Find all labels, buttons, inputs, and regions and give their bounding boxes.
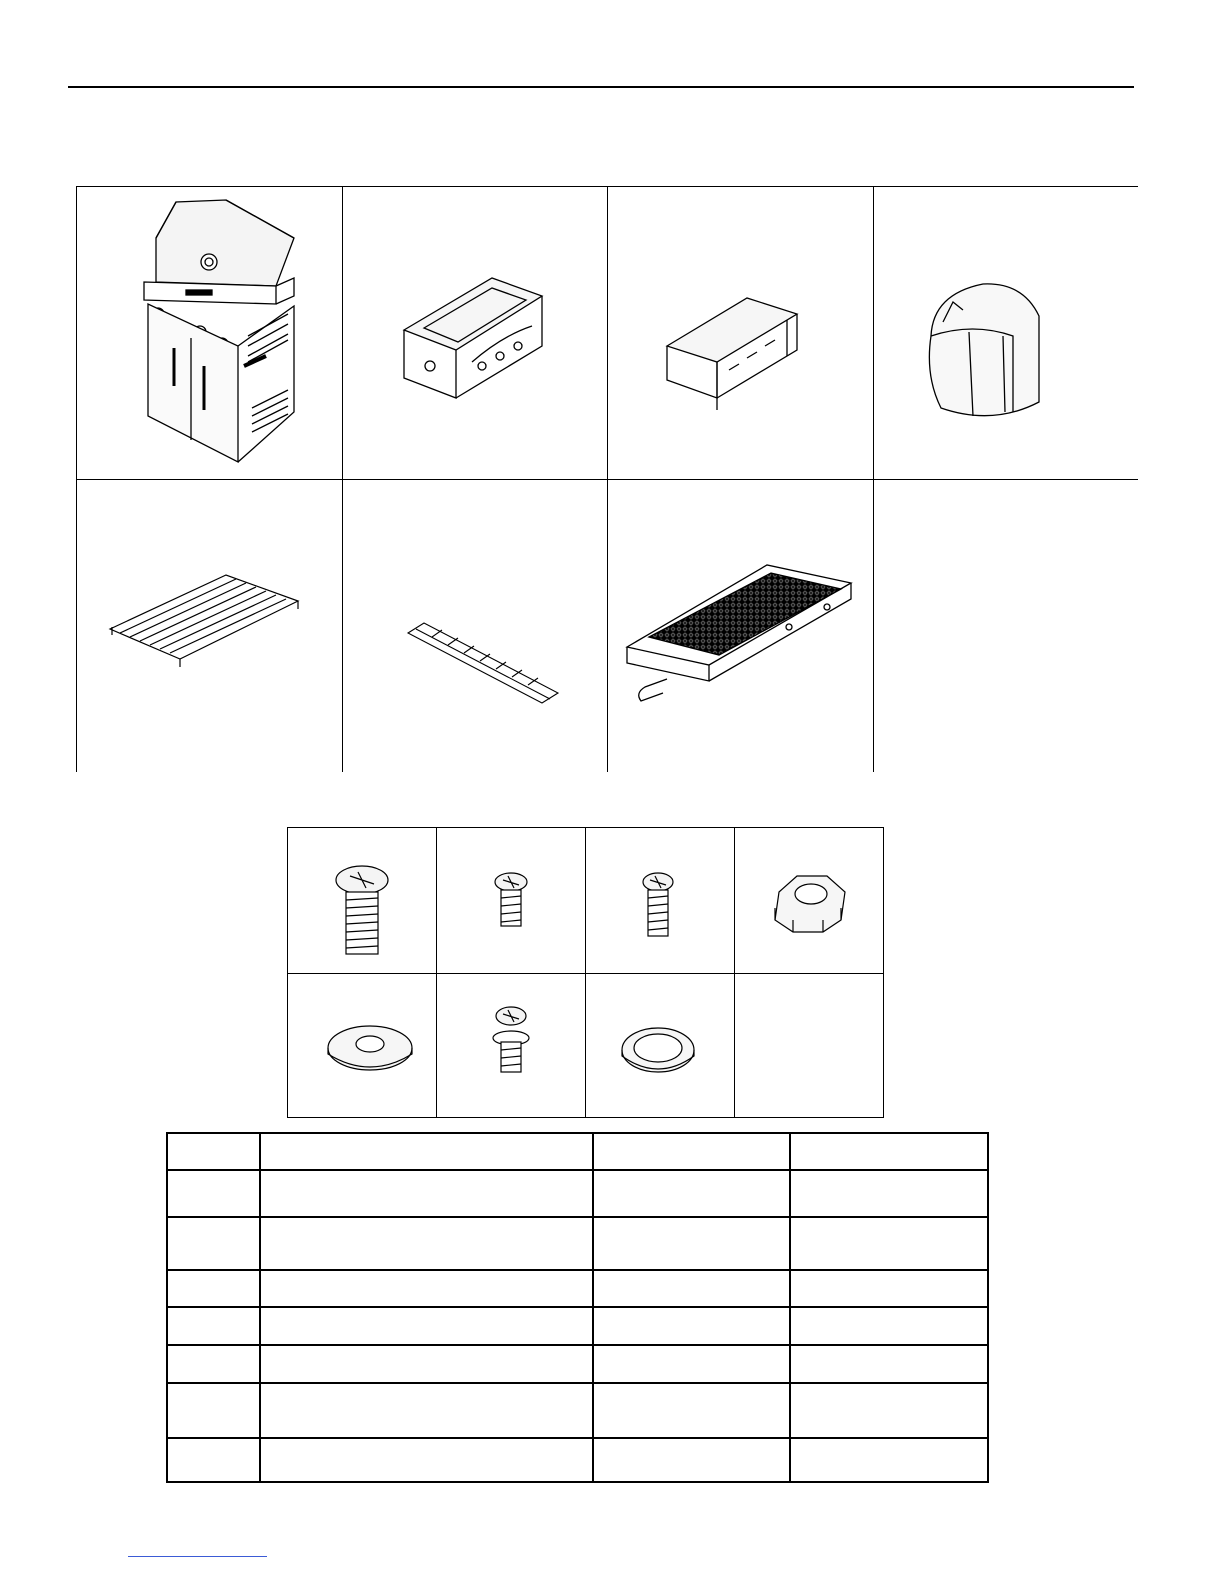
- table-cell: [260, 1170, 593, 1217]
- ring-washer-icon: [586, 974, 734, 1117]
- grill-cover-icon: [873, 186, 1138, 479]
- table-cell: [593, 1345, 790, 1383]
- table-row: [167, 1438, 988, 1482]
- parts-list-table: [166, 1132, 989, 1483]
- cooking-grate-icon: [76, 479, 342, 772]
- table-cell: [790, 1133, 988, 1170]
- table-cell: [260, 1307, 593, 1345]
- table-cell: [167, 1345, 260, 1383]
- table-cell: [593, 1383, 790, 1438]
- medium-screw-icon: [586, 828, 734, 973]
- table-cell: [260, 1383, 593, 1438]
- table-cell: [790, 1345, 988, 1383]
- small-screw-icon: [437, 828, 585, 973]
- table-row: [167, 1133, 988, 1170]
- table-cell: [260, 1270, 593, 1307]
- parts-illustration-grid: [76, 186, 1138, 772]
- table-cell: [790, 1217, 988, 1270]
- table-row: [167, 1170, 988, 1217]
- table-cell: [260, 1345, 593, 1383]
- table-cell: [790, 1307, 988, 1345]
- grill-cart-icon: [76, 186, 342, 479]
- table-cell: [593, 1438, 790, 1482]
- table-row: [167, 1383, 988, 1438]
- table-cell: [167, 1133, 260, 1170]
- table-cell: [260, 1438, 593, 1482]
- flat-washer-icon: [288, 974, 436, 1117]
- table-cell: [260, 1217, 593, 1270]
- table-cell: [593, 1217, 790, 1270]
- side-shelf-module-icon: [607, 186, 873, 479]
- header-rule: [68, 86, 1134, 88]
- hardware-illustration-grid: [287, 827, 884, 1118]
- table-cell: [260, 1133, 593, 1170]
- footer-link-underline[interactable]: [128, 1556, 267, 1557]
- table-cell: [167, 1217, 260, 1270]
- table-cell: [790, 1383, 988, 1438]
- table-row: [167, 1217, 988, 1270]
- table-row: [167, 1345, 988, 1383]
- empty-cell: [735, 974, 883, 1117]
- table-row: [167, 1307, 988, 1345]
- table-cell: [167, 1383, 260, 1438]
- table-cell: [167, 1270, 260, 1307]
- table-cell: [593, 1270, 790, 1307]
- empty-cell: [873, 479, 1138, 772]
- screw-with-washer-icon: [437, 974, 585, 1117]
- infrared-burner-icon: [607, 479, 873, 772]
- table-cell: [593, 1133, 790, 1170]
- table-cell: [790, 1270, 988, 1307]
- warming-rack-icon: [342, 479, 607, 772]
- table-cell: [790, 1438, 988, 1482]
- table-row: [167, 1270, 988, 1307]
- table-cell: [790, 1170, 988, 1217]
- side-burner-module-icon: [342, 186, 607, 479]
- table-cell: [167, 1438, 260, 1482]
- table-cell: [593, 1170, 790, 1217]
- table-cell: [167, 1307, 260, 1345]
- table-cell: [167, 1170, 260, 1217]
- table-cell: [593, 1307, 790, 1345]
- large-screw-icon: [288, 828, 436, 973]
- hex-nut-icon: [735, 828, 883, 973]
